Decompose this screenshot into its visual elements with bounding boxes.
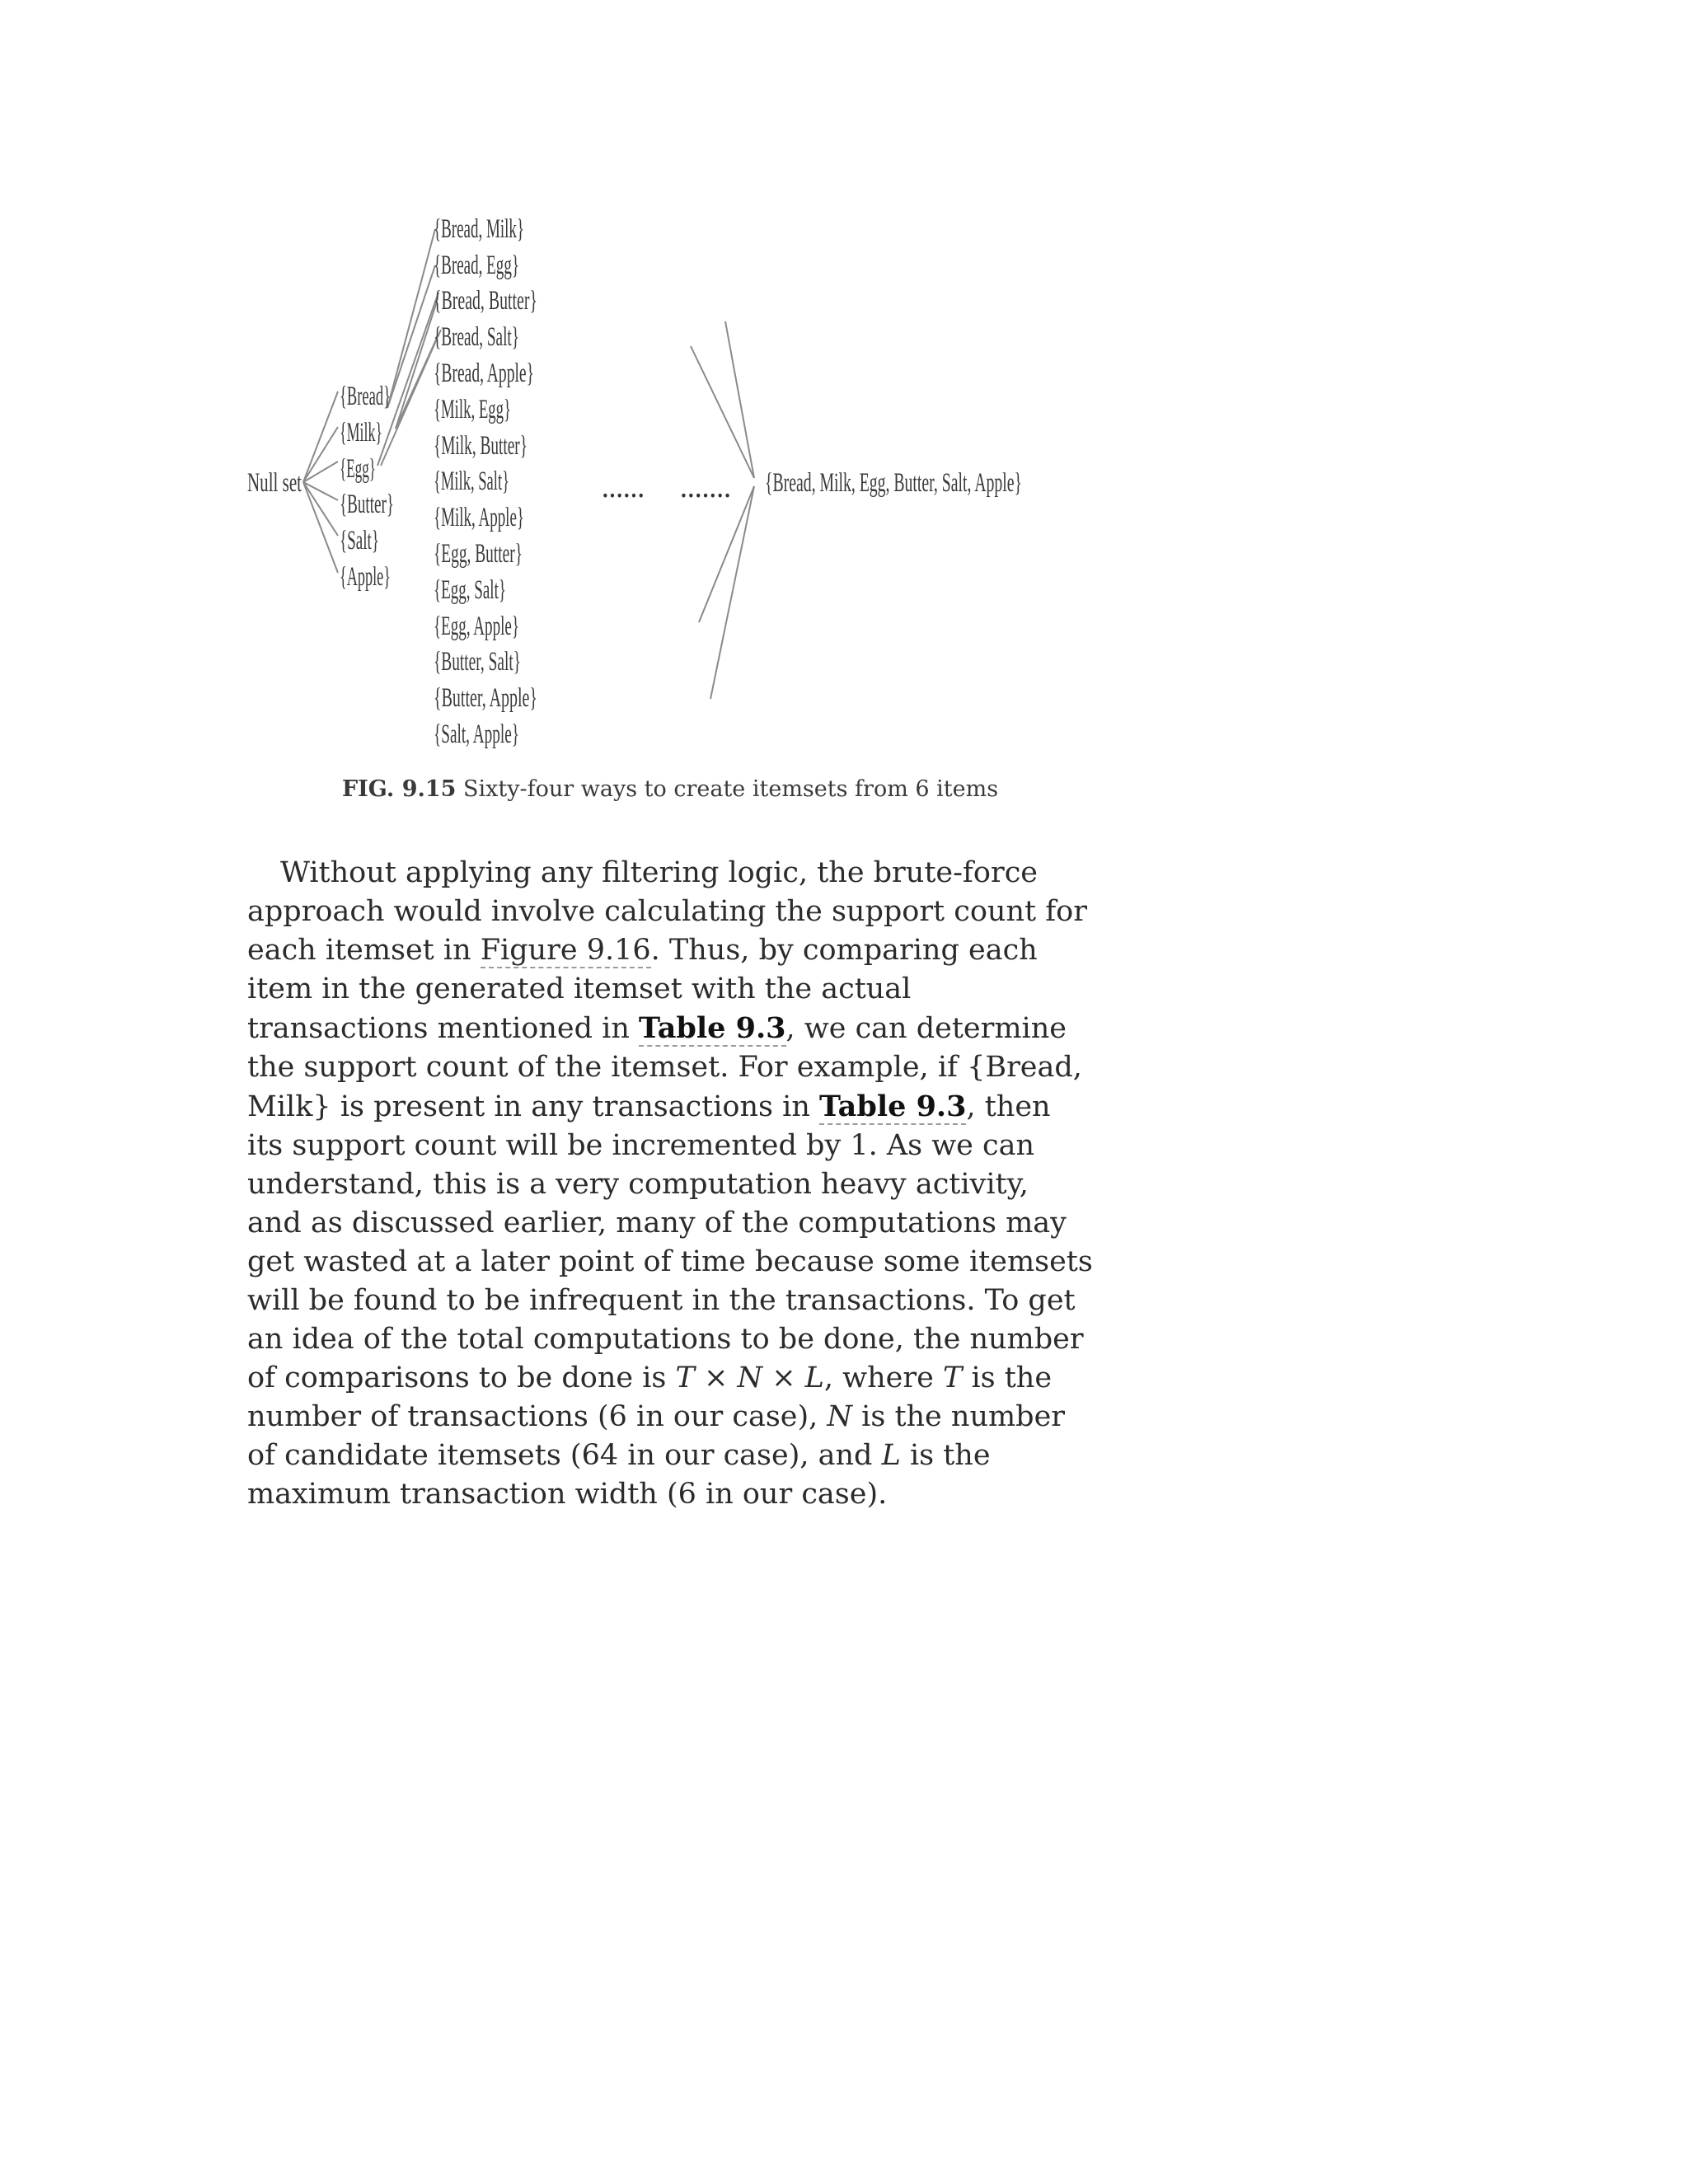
math-operator: × [762,1361,805,1394]
paragraph-line [247,1087,1051,1127]
level2-itemset: {Bread, Apple} [434,359,534,388]
paragraph-line: its support count will be incremented by 1. As we can [247,1129,1035,1162]
math-var-l: L [804,1361,824,1394]
level2-itemset: {Bread, Butter} [434,286,537,316]
text-run: . Thus, by comparing each [650,934,1038,967]
ellipsis-dots-2: ••••••• [680,488,731,504]
table-9-3-link[interactable]: Table 9.3 [818,1090,967,1123]
ellipsis-dots-1: •••••• [602,488,645,504]
text-run: , then [966,1090,1051,1123]
table-9-3-link[interactable]: Table 9.3 [639,1011,786,1045]
paragraph-line: item in the generated itemset with the actual [247,972,912,1005]
paragraph-line: and as discussed earlier, many of the computations may [247,1207,1067,1240]
level1-itemset: {Milk} [340,418,382,448]
paragraph-line: Without applying any filtering logic, the brute-force [280,856,1039,889]
text-run: of candidate itemsets (64 in our case), and [247,1439,882,1472]
itemset-lattice-figure [0,0,1688,775]
text-run: number of transactions (6 in our case), [247,1400,828,1433]
math-var-t: T [942,1361,963,1394]
figure-caption-text: Sixty-four ways to create itemsets from 6 items [456,776,999,802]
paragraph-line [247,931,1039,970]
level2-itemset: {Salt, Apple} [434,719,519,749]
paragraph-line: get wasted at a later point of time because some itemsets [247,1245,1093,1278]
math-var-n: N [737,1361,763,1394]
level1-itemset: {Salt} [340,526,379,555]
text-run: each itemset in [247,934,481,967]
level2-itemset: {Bread, Milk} [434,214,524,244]
level2-itemset: {Butter, Apple} [434,683,537,713]
text-run: transactions mentioned in [247,1012,640,1045]
figure-label: FIG. 9.15 [342,776,457,802]
level2-itemset: {Bread, Egg} [434,251,519,280]
math-var-n: N [827,1400,853,1433]
paragraph-line [247,1398,1066,1436]
paragraph-line: approach would involve calculating the support count for [247,895,1087,928]
paragraph-line: an idea of the total computations to be done, the number [247,1323,1084,1356]
level2-itemset: {Butter, Salt} [434,647,521,677]
level2-itemsets [434,214,537,749]
level2-itemset: {Egg, Butter} [434,539,523,569]
level2-itemset: {Egg, Salt} [434,575,506,605]
level2-itemset: {Milk, Egg} [434,395,511,424]
level2-itemset: {Milk, Butter} [434,431,528,461]
paragraph-line [247,1009,1067,1048]
level1-itemsets [340,382,394,592]
text-run: is the [900,1439,991,1472]
null-set-label: Null set [247,468,302,498]
paragraph-line: maximum transaction width (6 in our case). [247,1478,888,1511]
text-run: , where [823,1361,943,1394]
text-run: Milk} is present in any transactions in [247,1090,819,1123]
figure-caption [342,776,1166,802]
level2-itemset: {Milk, Apple} [434,503,524,532]
text-run: of comparisons to be done is [247,1361,676,1394]
text-run: is the number [852,1400,1066,1433]
level1-itemset: {Egg} [340,454,376,484]
paragraph-line: will be found to be infrequent in the transactions. To get [247,1284,1076,1317]
level1-itemset: {Bread} [340,382,391,411]
full-itemset-label: {Bread, Milk, Egg, Butter, Salt, Apple} [765,468,1022,498]
paragraph-line: the support count of the itemset. For example, if {Bread, [247,1051,1082,1084]
figure-9-16-link[interactable]: Figure 9.16 [480,934,651,967]
paragraph-line [247,1436,1039,1475]
level2-itemset: {Egg, Apple} [434,612,519,641]
text-run: is the [962,1361,1053,1394]
math-var-t: T [675,1361,695,1394]
math-var-l: L [881,1439,901,1472]
level1-itemset: {Butter} [340,490,394,519]
level2-itemset: {Milk, Salt} [434,466,509,496]
paragraph-line: understand, this is a very computation heavy activity, [247,1168,1029,1201]
paragraph-line [247,1359,1053,1398]
body-paragraph [247,854,1093,1514]
text-run: , we can determine [785,1012,1067,1045]
level2-itemset: {Bread, Salt} [434,322,519,352]
math-operator: × [694,1361,738,1394]
level1-itemset: {Apple} [340,562,391,592]
